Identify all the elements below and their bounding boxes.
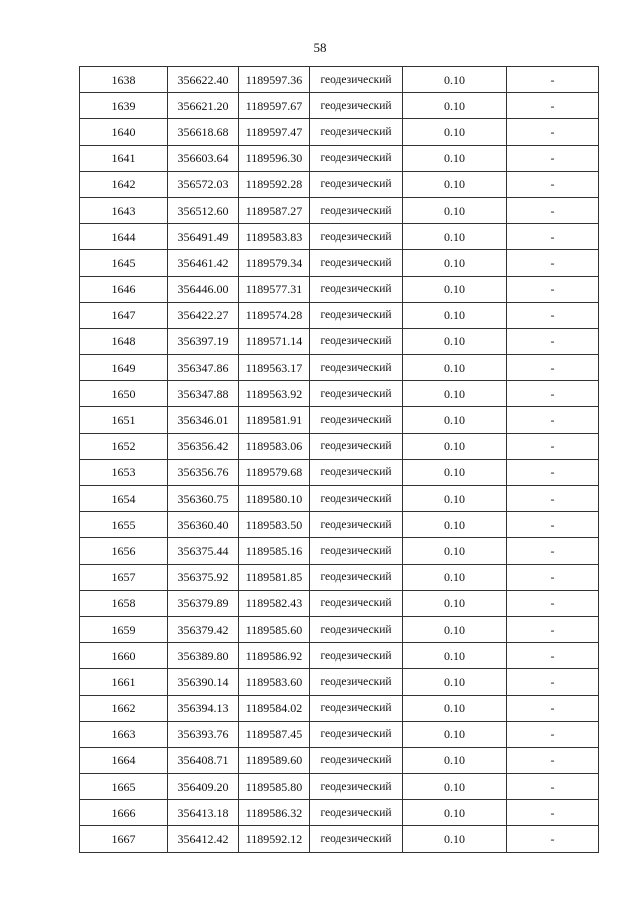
accuracy-cell: 0.10: [403, 67, 507, 93]
table-row: [80, 669, 599, 695]
method-cell: геодезический: [310, 616, 403, 642]
accuracy-cell: 0.10: [403, 538, 507, 564]
point-number-cell: 1660: [80, 643, 168, 669]
x-coordinate-cell: 356347.88: [168, 381, 239, 407]
note-cell: -: [507, 197, 599, 223]
accuracy-cell: 0.10: [403, 590, 507, 616]
accuracy-cell: 0.10: [403, 564, 507, 590]
point-number-cell: 1665: [80, 774, 168, 800]
note-cell: -: [507, 774, 599, 800]
note-cell: -: [507, 826, 599, 852]
point-number-cell: 1657: [80, 564, 168, 590]
y-coordinate-cell: 1189597.36: [239, 67, 310, 93]
method-cell: геодезический: [310, 355, 403, 381]
method-cell: геодезический: [310, 302, 403, 328]
accuracy-cell: 0.10: [403, 643, 507, 669]
x-coordinate-cell: 356621.20: [168, 93, 239, 119]
y-coordinate-cell: 1189586.92: [239, 643, 310, 669]
table-row: [80, 459, 599, 485]
accuracy-cell: 0.10: [403, 355, 507, 381]
point-number-cell: 1650: [80, 381, 168, 407]
note-cell: -: [507, 512, 599, 538]
note-cell: -: [507, 643, 599, 669]
accuracy-cell: 0.10: [403, 302, 507, 328]
table-row: [80, 800, 599, 826]
accuracy-cell: 0.10: [403, 512, 507, 538]
y-coordinate-cell: 1189583.06: [239, 433, 310, 459]
point-number-cell: 1662: [80, 695, 168, 721]
point-number-cell: 1649: [80, 355, 168, 381]
accuracy-cell: 0.10: [403, 171, 507, 197]
note-cell: -: [507, 433, 599, 459]
x-coordinate-cell: 356356.42: [168, 433, 239, 459]
accuracy-cell: 0.10: [403, 276, 507, 302]
y-coordinate-cell: 1189563.92: [239, 381, 310, 407]
method-cell: геодезический: [310, 512, 403, 538]
x-coordinate-cell: 356360.75: [168, 486, 239, 512]
method-cell: геодезический: [310, 747, 403, 773]
x-coordinate-cell: 356356.76: [168, 459, 239, 485]
y-coordinate-cell: 1189581.85: [239, 564, 310, 590]
x-coordinate-cell: 356618.68: [168, 119, 239, 145]
note-cell: -: [507, 224, 599, 250]
table-row: [80, 538, 599, 564]
method-cell: геодезический: [310, 224, 403, 250]
x-coordinate-cell: 356512.60: [168, 197, 239, 223]
accuracy-cell: 0.10: [403, 747, 507, 773]
note-cell: -: [507, 93, 599, 119]
method-cell: геодезический: [310, 826, 403, 852]
note-cell: -: [507, 538, 599, 564]
y-coordinate-cell: 1189583.60: [239, 669, 310, 695]
point-number-cell: 1664: [80, 747, 168, 773]
table-row: [80, 67, 599, 93]
y-coordinate-cell: 1189592.12: [239, 826, 310, 852]
table-row: [80, 747, 599, 773]
point-number-cell: 1653: [80, 459, 168, 485]
method-cell: геодезический: [310, 695, 403, 721]
x-coordinate-cell: 356375.44: [168, 538, 239, 564]
x-coordinate-cell: 356622.40: [168, 67, 239, 93]
point-number-cell: 1655: [80, 512, 168, 538]
x-coordinate-cell: 356491.49: [168, 224, 239, 250]
point-number-cell: 1643: [80, 197, 168, 223]
x-coordinate-cell: 356393.76: [168, 721, 239, 747]
method-cell: геодезический: [310, 145, 403, 171]
point-number-cell: 1639: [80, 93, 168, 119]
point-number-cell: 1656: [80, 538, 168, 564]
note-cell: -: [507, 721, 599, 747]
table-row: [80, 643, 599, 669]
point-number-cell: 1644: [80, 224, 168, 250]
note-cell: -: [507, 669, 599, 695]
y-coordinate-cell: 1189585.16: [239, 538, 310, 564]
point-number-cell: 1651: [80, 407, 168, 433]
point-number-cell: 1652: [80, 433, 168, 459]
y-coordinate-cell: 1189579.34: [239, 250, 310, 276]
note-cell: -: [507, 250, 599, 276]
method-cell: геодезический: [310, 276, 403, 302]
y-coordinate-cell: 1189597.67: [239, 93, 310, 119]
method-cell: геодезический: [310, 643, 403, 669]
y-coordinate-cell: 1189577.31: [239, 276, 310, 302]
note-cell: -: [507, 747, 599, 773]
note-cell: -: [507, 486, 599, 512]
y-coordinate-cell: 1189587.27: [239, 197, 310, 223]
point-number-cell: 1661: [80, 669, 168, 695]
note-cell: -: [507, 459, 599, 485]
method-cell: геодезический: [310, 459, 403, 485]
table-row: [80, 250, 599, 276]
note-cell: -: [507, 564, 599, 590]
y-coordinate-cell: 1189592.28: [239, 171, 310, 197]
y-coordinate-cell: 1189579.68: [239, 459, 310, 485]
method-cell: геодезический: [310, 433, 403, 459]
note-cell: -: [507, 302, 599, 328]
accuracy-cell: 0.10: [403, 93, 507, 119]
accuracy-cell: 0.10: [403, 721, 507, 747]
accuracy-cell: 0.10: [403, 616, 507, 642]
accuracy-cell: 0.10: [403, 433, 507, 459]
method-cell: геодезический: [310, 564, 403, 590]
coordinates-table: [79, 66, 599, 853]
y-coordinate-cell: 1189584.02: [239, 695, 310, 721]
table-row: [80, 302, 599, 328]
accuracy-cell: 0.10: [403, 381, 507, 407]
x-coordinate-cell: 356572.03: [168, 171, 239, 197]
x-coordinate-cell: 356379.42: [168, 616, 239, 642]
method-cell: геодезический: [310, 774, 403, 800]
y-coordinate-cell: 1189586.32: [239, 800, 310, 826]
x-coordinate-cell: 356389.80: [168, 643, 239, 669]
point-number-cell: 1667: [80, 826, 168, 852]
note-cell: -: [507, 276, 599, 302]
x-coordinate-cell: 356390.14: [168, 669, 239, 695]
x-coordinate-cell: 356422.27: [168, 302, 239, 328]
point-number-cell: 1641: [80, 145, 168, 171]
x-coordinate-cell: 356461.42: [168, 250, 239, 276]
table-row: [80, 145, 599, 171]
y-coordinate-cell: 1189597.47: [239, 119, 310, 145]
note-cell: -: [507, 695, 599, 721]
y-coordinate-cell: 1189596.30: [239, 145, 310, 171]
accuracy-cell: 0.10: [403, 695, 507, 721]
y-coordinate-cell: 1189581.91: [239, 407, 310, 433]
method-cell: геодезический: [310, 119, 403, 145]
y-coordinate-cell: 1189587.45: [239, 721, 310, 747]
table-row: [80, 590, 599, 616]
point-number-cell: 1642: [80, 171, 168, 197]
table-row: [80, 224, 599, 250]
x-coordinate-cell: 356379.89: [168, 590, 239, 616]
accuracy-cell: 0.10: [403, 407, 507, 433]
accuracy-cell: 0.10: [403, 800, 507, 826]
accuracy-cell: 0.10: [403, 224, 507, 250]
y-coordinate-cell: 1189585.80: [239, 774, 310, 800]
method-cell: геодезический: [310, 328, 403, 354]
table-row: [80, 276, 599, 302]
note-cell: -: [507, 355, 599, 381]
y-coordinate-cell: 1189563.17: [239, 355, 310, 381]
point-number-cell: 1640: [80, 119, 168, 145]
table-row: [80, 512, 599, 538]
table-row: [80, 407, 599, 433]
accuracy-cell: 0.10: [403, 774, 507, 800]
point-number-cell: 1663: [80, 721, 168, 747]
accuracy-cell: 0.10: [403, 145, 507, 171]
accuracy-cell: 0.10: [403, 486, 507, 512]
method-cell: геодезический: [310, 538, 403, 564]
y-coordinate-cell: 1189571.14: [239, 328, 310, 354]
accuracy-cell: 0.10: [403, 119, 507, 145]
x-coordinate-cell: 356603.64: [168, 145, 239, 171]
y-coordinate-cell: 1189580.10: [239, 486, 310, 512]
method-cell: геодезический: [310, 250, 403, 276]
x-coordinate-cell: 356375.92: [168, 564, 239, 590]
point-number-cell: 1666: [80, 800, 168, 826]
method-cell: геодезический: [310, 590, 403, 616]
table-row: [80, 721, 599, 747]
table-row: [80, 328, 599, 354]
x-coordinate-cell: 356412.42: [168, 826, 239, 852]
y-coordinate-cell: 1189583.83: [239, 224, 310, 250]
note-cell: -: [507, 145, 599, 171]
accuracy-cell: 0.10: [403, 826, 507, 852]
table-row: [80, 564, 599, 590]
note-cell: -: [507, 407, 599, 433]
x-coordinate-cell: 356408.71: [168, 747, 239, 773]
point-number-cell: 1645: [80, 250, 168, 276]
table-row: [80, 433, 599, 459]
method-cell: геодезический: [310, 721, 403, 747]
x-coordinate-cell: 356446.00: [168, 276, 239, 302]
note-cell: -: [507, 590, 599, 616]
method-cell: геодезический: [310, 197, 403, 223]
y-coordinate-cell: 1189582.43: [239, 590, 310, 616]
point-number-cell: 1638: [80, 67, 168, 93]
note-cell: -: [507, 616, 599, 642]
x-coordinate-cell: 356346.01: [168, 407, 239, 433]
x-coordinate-cell: 356394.13: [168, 695, 239, 721]
method-cell: геодезический: [310, 171, 403, 197]
point-number-cell: 1654: [80, 486, 168, 512]
x-coordinate-cell: 356413.18: [168, 800, 239, 826]
table-row: [80, 486, 599, 512]
point-number-cell: 1659: [80, 616, 168, 642]
page-number: 58: [313, 40, 327, 55]
note-cell: -: [507, 171, 599, 197]
accuracy-cell: 0.10: [403, 669, 507, 695]
table-row: [80, 171, 599, 197]
note-cell: -: [507, 119, 599, 145]
table-body: [80, 67, 599, 853]
method-cell: геодезический: [310, 67, 403, 93]
x-coordinate-cell: 356347.86: [168, 355, 239, 381]
y-coordinate-cell: 1189585.60: [239, 616, 310, 642]
table-row: [80, 616, 599, 642]
x-coordinate-cell: 356360.40: [168, 512, 239, 538]
point-number-cell: 1648: [80, 328, 168, 354]
table-row: [80, 355, 599, 381]
y-coordinate-cell: 1189574.28: [239, 302, 310, 328]
table-row: [80, 695, 599, 721]
point-number-cell: 1647: [80, 302, 168, 328]
y-coordinate-cell: 1189583.50: [239, 512, 310, 538]
point-number-cell: 1646: [80, 276, 168, 302]
note-cell: -: [507, 381, 599, 407]
point-number-cell: 1658: [80, 590, 168, 616]
table-row: [80, 197, 599, 223]
method-cell: геодезический: [310, 407, 403, 433]
method-cell: геодезический: [310, 381, 403, 407]
table-row: [80, 381, 599, 407]
method-cell: геодезический: [310, 486, 403, 512]
method-cell: геодезический: [310, 800, 403, 826]
x-coordinate-cell: 356409.20: [168, 774, 239, 800]
note-cell: -: [507, 67, 599, 93]
method-cell: геодезический: [310, 93, 403, 119]
table-row: [80, 93, 599, 119]
accuracy-cell: 0.10: [403, 459, 507, 485]
table-row: [80, 119, 599, 145]
note-cell: -: [507, 800, 599, 826]
accuracy-cell: 0.10: [403, 328, 507, 354]
accuracy-cell: 0.10: [403, 250, 507, 276]
method-cell: геодезический: [310, 669, 403, 695]
accuracy-cell: 0.10: [403, 197, 507, 223]
y-coordinate-cell: 1189589.60: [239, 747, 310, 773]
x-coordinate-cell: 356397.19: [168, 328, 239, 354]
table-row: [80, 826, 599, 852]
table-row: [80, 774, 599, 800]
note-cell: -: [507, 328, 599, 354]
